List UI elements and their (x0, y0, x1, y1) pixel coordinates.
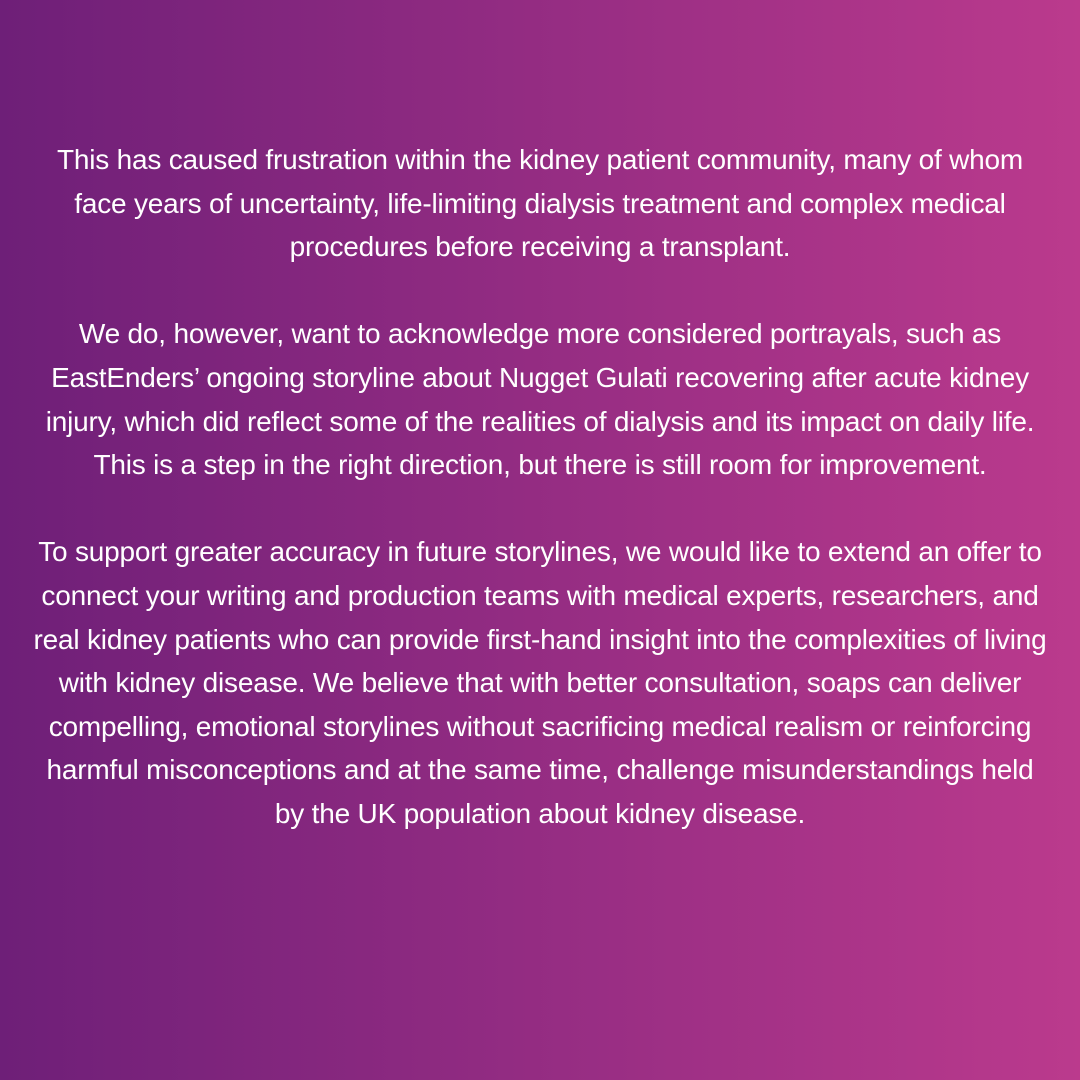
paragraph-offer: To support greater accuracy in future storylines, we would like to extend an offer to connect your writing and production teams with medical experts, researchers, and real kidney patients who can provide first-hand insight into the complexities of living with kidney disease. We believe that with better consultation, soaps can deliver compelling, emotional storylines without sacrificing medical realism or reinforcing harmful misconceptions and at the same time, challenge misunderstandings held by the UK population about kidney disease. (33, 536, 1047, 829)
paragraph-frustration: This has caused frustration within the kidney patient community, many of whom face years of uncertainty, life-limiting dialysis treatment and complex medical procedures before receiving a transplant. (56, 144, 1024, 263)
letter-text-block (30, 138, 1050, 836)
paragraph-acknowledgement: We do, however, want to acknowledge more considered portrayals, such as EastEnders’ ongoing storyline about Nugget Gulati recovering after acute kidney injury, which did reflect some of the realities of dialysis and its impact on daily life. This is a step in the right direction, but there is still room for improvement. (45, 318, 1035, 481)
